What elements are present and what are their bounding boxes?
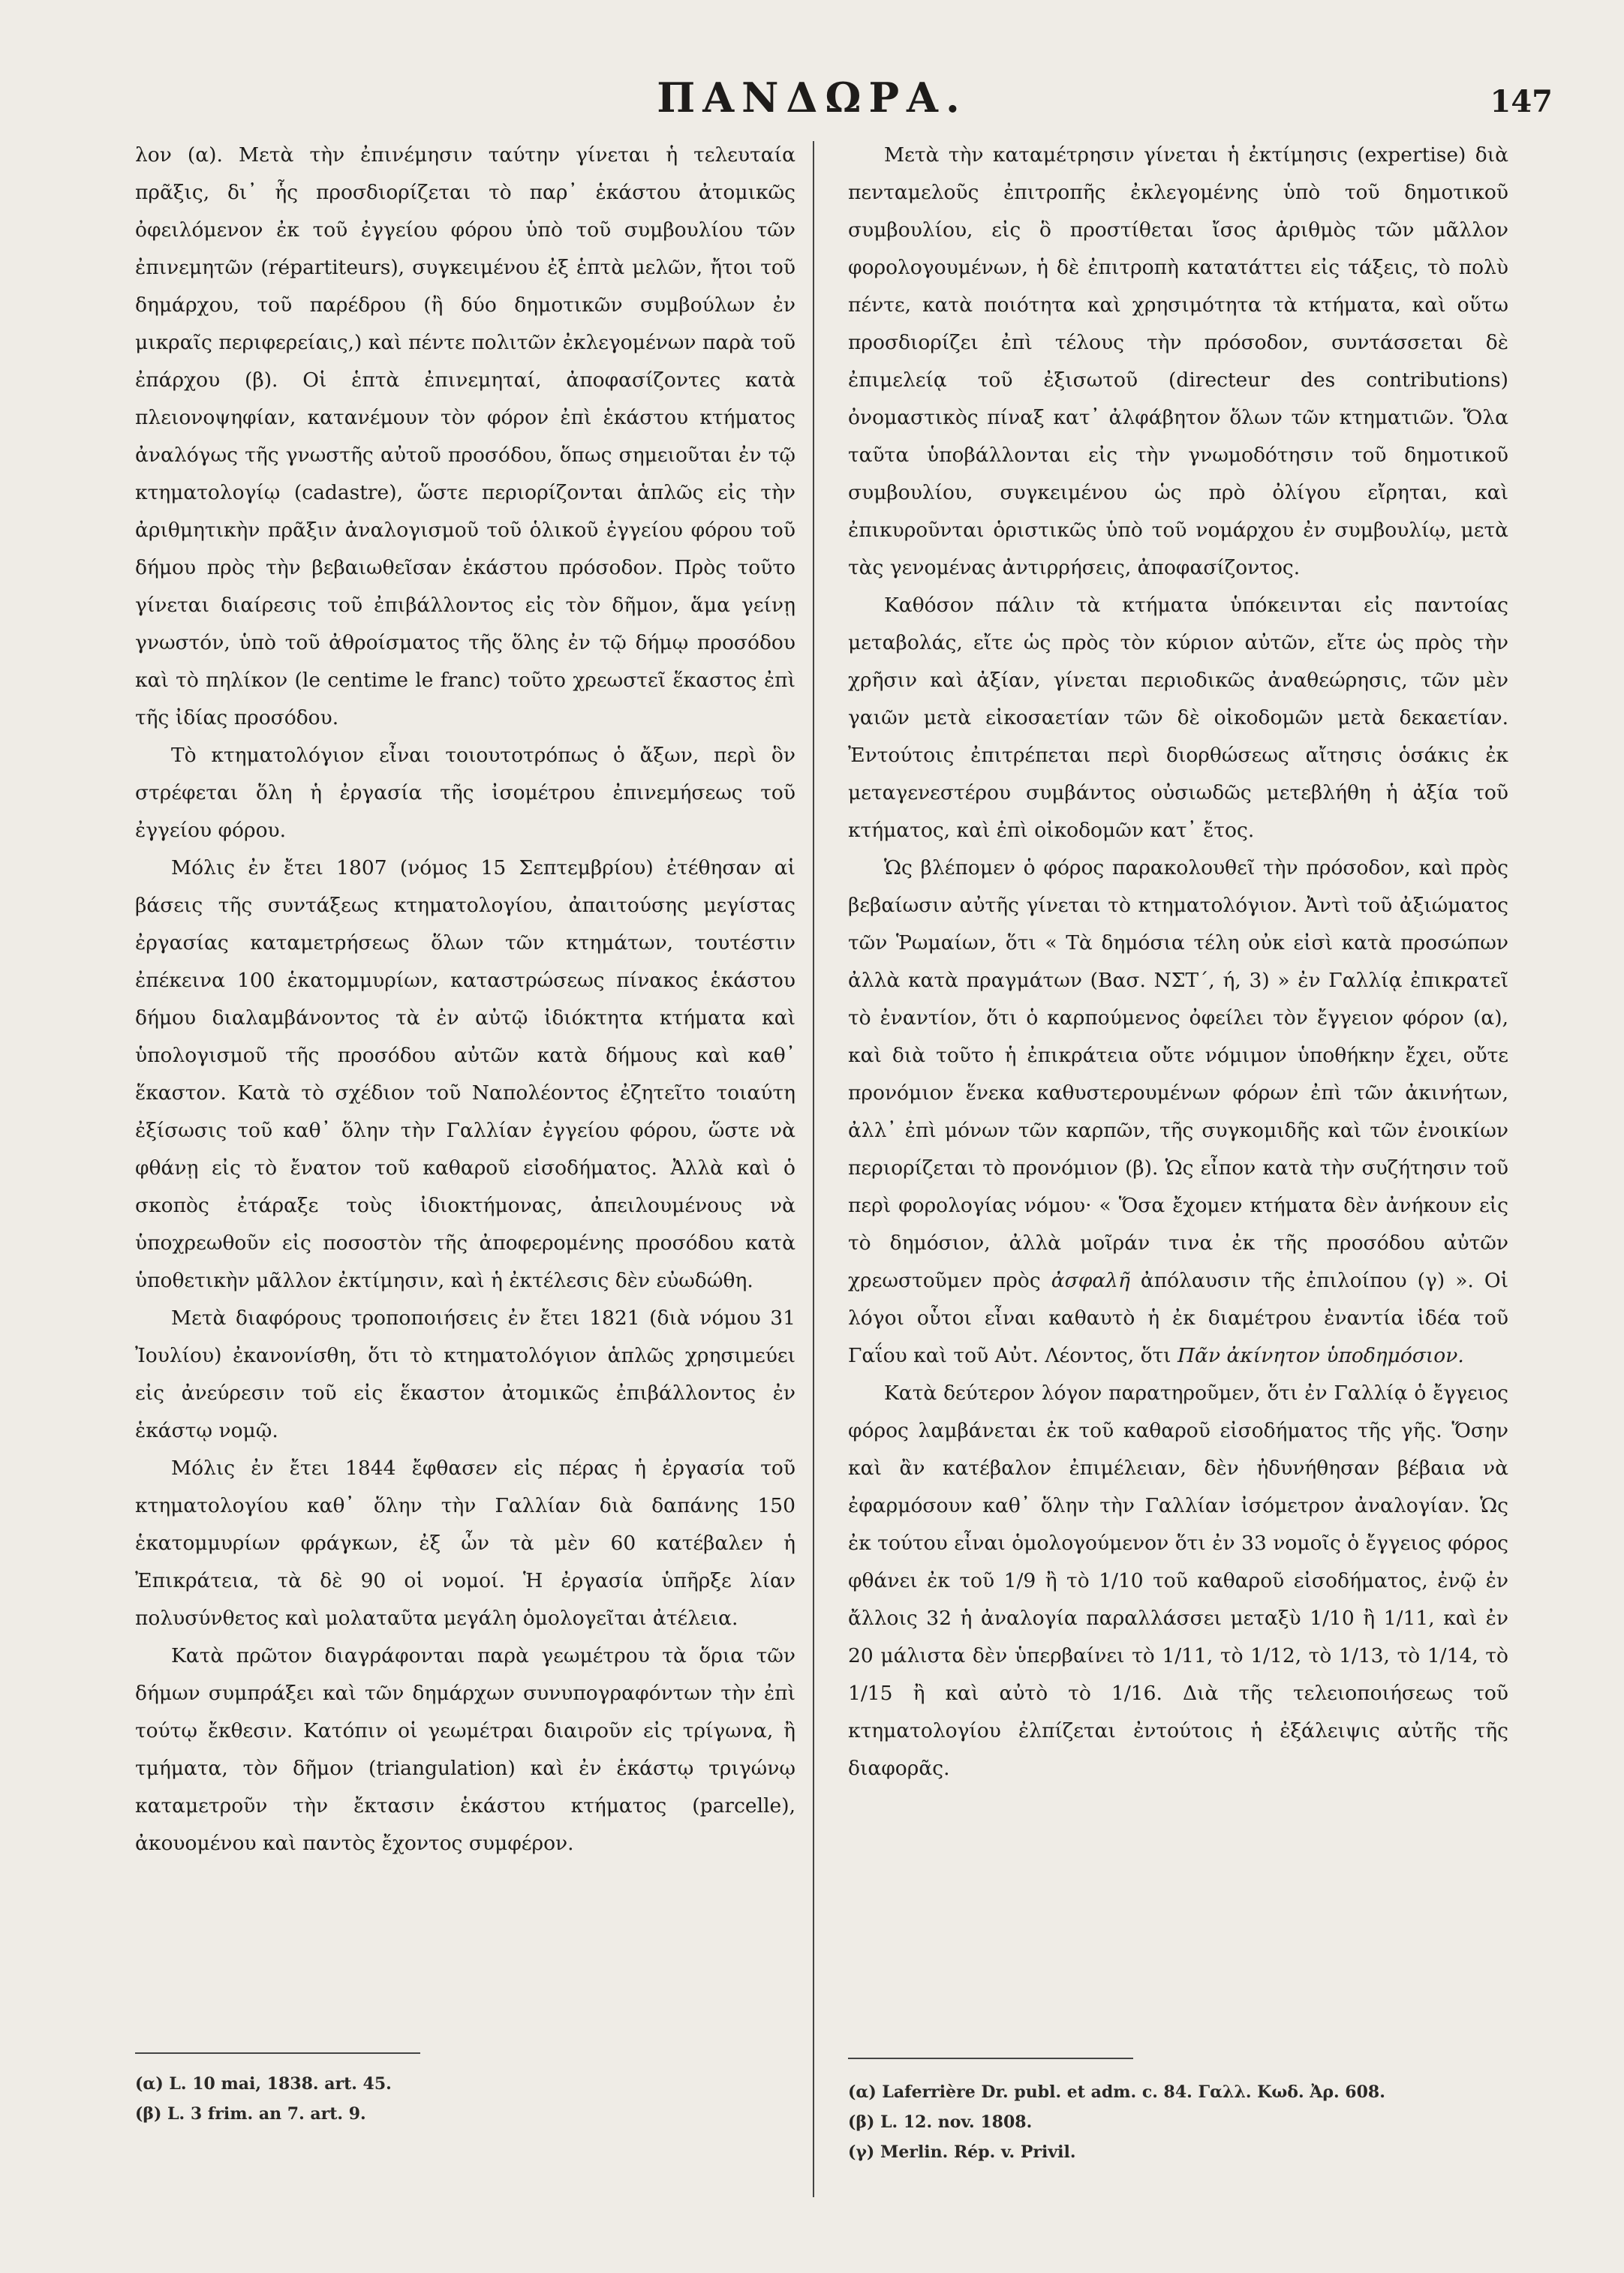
running-title: ΠΑΝΔΩΡΑ. <box>657 74 967 122</box>
footnote: (β) L. 3 frim. an 7. art. 9. <box>135 2104 366 2124</box>
right-column <box>848 137 1508 1787</box>
footnote: (β) L. 12. nov. 1808. <box>848 2112 1033 2132</box>
paragraph: Τὸ κτηματολόγιον εἶναι τοιουτοτρόπως ὁ ἄξων, περὶ ὃν στρέφεται ὅλη ἡ ἐργασία τῆς ἰσομέτρου ἐπινεμήσεως τοῦ ἐγγείου φόρου. <box>135 744 795 842</box>
footnote: (α) L. 10 mai, 1838. art. 45. <box>135 2074 392 2094</box>
column-divider <box>813 141 814 2197</box>
paragraph: Μόλις ἐν ἔτει 1807 (νόμος 15 Σεπτεμβρίου) ἐτέθησαν αἱ βάσεις τῆς συντάξεως κτηματολογίου, ἀπαιτούσης μεγίστας ἐργασίας καταμετρήσεως ὅλων τῶν κτημάτων, τουτέστιν ἐπέκεινα 100 ἑκατομμυρίων, καταστρώσεως πίνακος ἑκάστου δήμου διαλαμβάνοντος τὰ ἐν αὐτῷ ἰδιόκτητα κτήματα καὶ ὑπολογισμοῦ τῆς προσόδου αὐτῶν κατὰ δήμους καὶ καθ᾽ ἕκαστον. Κατὰ τὸ σχέδιον τοῦ Ναπολέοντος ἐζητεῖτο τοιαύτη ἐξίσωσις τοῦ καθ᾽ ὅλην τὴν Γαλλίαν ἐγγείου φόρου, ὥστε νὰ φθάνῃ εἰς τὸ ἔνατον τοῦ καθαροῦ εἰσοδήματος. Ἀλλὰ καὶ ὁ σκοπὸς ἐτάραξε τοὺς ἰδιοκτήμονας, ἀπειλουμένους νὰ ὑποχρεωθοῦν εἰς ποσοστὸν τῆς ἀποφερομένης προσόδου κατὰ ὑποθετικὴν μᾶλλον ἐκτίμησιν, καὶ ἡ ἐκτέλεσις δὲν εὐωδώθη. <box>135 856 795 1292</box>
italic-phrase: Πᾶν ἀκίνητον ὑποδημόσιον. <box>1177 1344 1464 1367</box>
paragraph: Καθόσον πάλιν τὰ κτήματα ὑπόκεινται εἰς παντοίας μεταβολάς, εἴτε ὡς πρὸς τὸν κύριον αὐτῶν, εἴτε ὡς πρὸς τὴν χρῆσιν καὶ ἀξίαν, γίνεται περιοδικῶς ἀναθεώρησις, τῶν μὲν γαιῶν μετὰ εἰκοσαετίαν τῶν δὲ οἰκοδομῶν μετὰ δεκαετίαν. Ἐντούτοις ἐπιτρέπεται περὶ διορθώσεως αἴτησις ὁσάκις ἐκ μεταγενεστέρου συμβάντος οὐσιωδῶς μετεβλήθη ἡ ἀξία τοῦ κτήματος, καὶ ἐπὶ οἰκοδομῶν κατ᾽ ἔτος. <box>848 594 1508 842</box>
paragraph: Μετὰ διαφόρους τροποποιήσεις ἐν ἔτει 1821 (διὰ νόμου 31 Ἰουλίου) ἐκανονίσθη, ὅτι τὸ κτηματολόγιον ἁπλῶς χρησιμεύει εἰς ἀνεύρεσιν τοῦ εἰς ἕκαστον ἀτομικῶς ἐπιβάλλοντος ἐν ἑκάστῳ νομῷ. <box>135 1306 795 1442</box>
paragraph: Μετὰ τὴν καταμέτρησιν γίνεται ἡ ἐκτίμησις (expertise) διὰ πενταμελοῦς ἐπιτροπῆς ἐκλεγομένης ὑπὸ τοῦ δημοτικοῦ συμβουλίου, εἰς ὃ προστίθεται ἴσος ἀριθμὸς τῶν μᾶλλον φορολογουμένων, ἡ δὲ ἐπιτροπὴ κατατάττει εἰς τάξεις, τὸ πολὺ πέντε, κατὰ ποιότητα καὶ χρησιμότητα τὰ κτήματα, καὶ οὕτω προσδιορίζει ἐπὶ τέλους τὴν πρόσοδον, συντάσσεται δὲ ἐπιμελείᾳ τοῦ ἐξισωτοῦ (directeur des contributions) ὀνομαστικὸς πίναξ κατ᾽ ἀλφάβητον ὅλων τῶν κτηματιῶν. Ὅλα ταῦτα ὑποβάλλονται εἰς τὴν γνωμοδότησιν τοῦ δημοτικοῦ συμβουλίου, συγκειμένου ὡς πρὸ ὀλίγου εἴρηται, καὶ ἐπικυροῦνται ὁριστικῶς ὑπὸ τοῦ νομάρχου ἐν συμβουλίῳ, μετὰ τὰς γενομένας ἀντιρρήσεις, ἀποφασίζοντος. <box>848 143 1508 579</box>
footnote: (γ) Merlin. Rép. v. Privil. <box>848 2142 1076 2162</box>
footnote-rule <box>848 2058 1133 2059</box>
text-run: Ὡς βλέπομεν ὁ φόρος παρακολουθεῖ τὴν πρόσοδον, καὶ πρὸς βεβαίωσιν αὐτῆς γίνεται τὸ κτηματολόγιον. Ἀντὶ τοῦ ἀξιώματος τῶν Ῥωμαίων, ὅτι « Τὰ δημόσια τέλη οὐκ εἰσὶ κατὰ προσώπων ἀλλὰ κατὰ πραγμάτων (Βασ. ΝΣΤ΄, ή, 3) » ἐν Γαλλίᾳ ἐπικρατεῖ τὸ ἐναντίον, ὅτι ὁ καρπούμενος ὀφείλει τὸν ἔγγειον φόρον (α), καὶ διὰ τοῦτο ἡ ἐπικράτεια οὔτε νόμιμον ὑποθήκην ἔχει, οὔτε προνόμιον ἕνεκα καθυστερουμένων φόρων ἐπὶ τῶν ἀκινήτων, ἀλλ᾽ ἐπὶ μόνων τῶν καρπῶν, τῆς συγκομιδῆς καὶ τῶν ἐνοικίων περιορίζεται τὸ προνόμιον (β). Ὡς εἶπον κατὰ τὴν συζήτησιν τοῦ περὶ φορολογίας νόμου· « Ὅσα ἔχομεν κτήματα δὲν ἀνήκουν εἰς τὸ δημόσιον, ἀλλὰ μοῖράν τινα ἐκ τῆς προσόδου αὐτῶν χρεωστοῦμεν πρὸς <box>848 856 1508 1292</box>
paragraph: Μόλις ἐν ἔτει 1844 ἔφθασεν εἰς πέρας ἡ ἐργασία τοῦ κτηματολογίου καθ᾽ ὅλην τὴν Γαλλίαν διὰ δαπάνης 150 ἑκατομμυρίων φράγκων, ἐξ ὧν τὰ μὲν 60 κατέβαλεν ἡ Ἐπικράτεια, τὰ δὲ 90 οἱ νομοί. Ἡ ἐργασία ὑπῆρξε λίαν πολυσύνθετος καὶ μολαταῦτα μεγάλη ὁμολογεῖται ἀτέλεια. <box>135 1457 795 1630</box>
footnote-rule <box>135 2052 420 2054</box>
paragraph: λον (α). Μετὰ τὴν ἐπινέμησιν ταύτην γίνεται ἡ τελευταία πρᾶξις, δι᾽ ἧς προσδιορίζεται τὸ παρ᾽ ἑκάστου ἀτομικῶς ὀφειλόμενον ἐκ τοῦ ἐγγείου φόρου ὑπὸ τοῦ συμβουλίου τῶν ἐπινεμητῶν (répartiteurs), συγκειμένου ἐξ ἑπτὰ μελῶν, ἤτοι τοῦ δημάρχου, τοῦ παρέδρου (ἢ δύο δημοτικῶν συμβούλων ἐν μικραῖς περιφερείαις,) καὶ πέντε πολιτῶν ἐκλεγομένων παρὰ τοῦ ἐπάρχου (β). Οἱ ἑπτὰ ἐπινεμηταί, ἀποφασίζοντες κατὰ πλειονοψηφίαν, κατανέμουν τὸν φόρον ἐπὶ ἑκάστου κτήματος ἀναλόγως τῆς γνωστῆς αὐτοῦ προσόδου, ὅπως σημειοῦται ἐν τῷ κτηματολογίῳ (cadastre), ὥστε περιορίζονται ἁπλῶς εἰς τὴν ἀριθμητικὴν πρᾶξιν ἀναλογισμοῦ τοῦ ὁλικοῦ ἐγγείου φόρου τοῦ δήμου πρὸς τὴν βεβαιωθεῖσαν ἑκάστου πρόσοδον. Πρὸς τοῦτο γίνεται διαίρεσις τοῦ ἐπιβάλλοντος εἰς τὸν δῆμον, ἅμα γείνῃ γνωστόν, ὑπὸ τοῦ ἀθροίσματος τῆς ὅλης ἐν τῷ δήμῳ προσόδου καὶ τὸ πηλίκον (le centime le franc) τοῦτο χρεωστεῖ ἕκαστος ἐπὶ τῆς ἰδίας προσόδου. <box>135 143 795 729</box>
paragraph: Κατὰ πρῶτον διαγράφονται παρὰ γεωμέτρου τὰ ὅρια τῶν δήμων συμπράξει καὶ τῶν δημάρχων συνυπογραφόντων τὴν ἐπὶ τούτῳ ἔκθεσιν. Κατόπιν οἱ γεωμέτραι διαιροῦν εἰς τρίγωνα, ἢ τμήματα, τὸν δῆμον (triangulation) καὶ ἐν ἑκάστῳ τριγώνῳ καταμετροῦν τὴν ἔκτασιν ἑκάστου κτήματος (parcelle), ἀκουομένου καὶ παντὸς ἔχοντος συμφέρον. <box>135 1644 795 1855</box>
left-footnotes <box>135 2052 795 2129</box>
text-run: ἀπόλαυσιν τῆς ἐπιλοίπου (γ) ». Οἱ λόγοι οὗτοι εἶναι καθαυτὸ ἡ ἐκ διαμέτρου ἐναντία ἰδέα τοῦ Γαΐου καὶ τοῦ Αὐτ. Λέοντος, ὅτι <box>848 1269 1508 1367</box>
footnote: (α) Laferrière Dr. publ. et adm. c. 84. Γαλλ. Κωδ. Ἀρ. 608. <box>848 2082 1385 2102</box>
paragraph: Κατὰ δεύτερον λόγον παρατηροῦμεν, ὅτι ἐν Γαλλίᾳ ὁ ἔγγειος φόρος λαμβάνεται ἐκ τοῦ καθαροῦ εἰσοδήματος τῆς γῆς. Ὅσην καὶ ἂν κατέβαλον ἐπιμέλειαν, δὲν ἠδυνήθησαν βέβαια νὰ ἐφαρμόσουν καθ᾽ ὅλην τὴν Γαλλίαν ἰσόμετρον ἀναλογίαν. Ὡς ἐκ τούτου εἶναι ὁμολογούμενον ὅτι ἐν 33 νομοῖς ὁ ἔγγειος φόρος φθάνει ἐκ τοῦ 1/9 ἢ τὸ 1/10 τοῦ καθαροῦ εἰσοδήματος, ἐνῷ ἐν ἄλλοις 32 ἡ ἀναλογία παραλλάσσει μεταξὺ 1/10 ἢ 1/11, καὶ ἐν 20 μάλιστα δὲν ὑπερβαίνει τὸ 1/11, τὸ 1/12, τὸ 1/13, τὸ 1/14, τὸ 1/15 ἢ καὶ αὐτὸ τὸ 1/16. Διὰ τῆς τελειοποιήσεως τοῦ κτηματολογίου ἐλπίζεται ἐντούτοις ἡ ἐξάλειψις αὐτῆς τῆς διαφορᾶς. <box>848 1382 1508 1780</box>
left-column <box>135 137 795 1863</box>
italic-phrase: ἀσφαλῆ <box>1051 1269 1130 1292</box>
right-footnotes <box>848 2058 1508 2167</box>
paragraph <box>848 849 1508 1375</box>
page-number: 147 <box>1490 84 1553 119</box>
